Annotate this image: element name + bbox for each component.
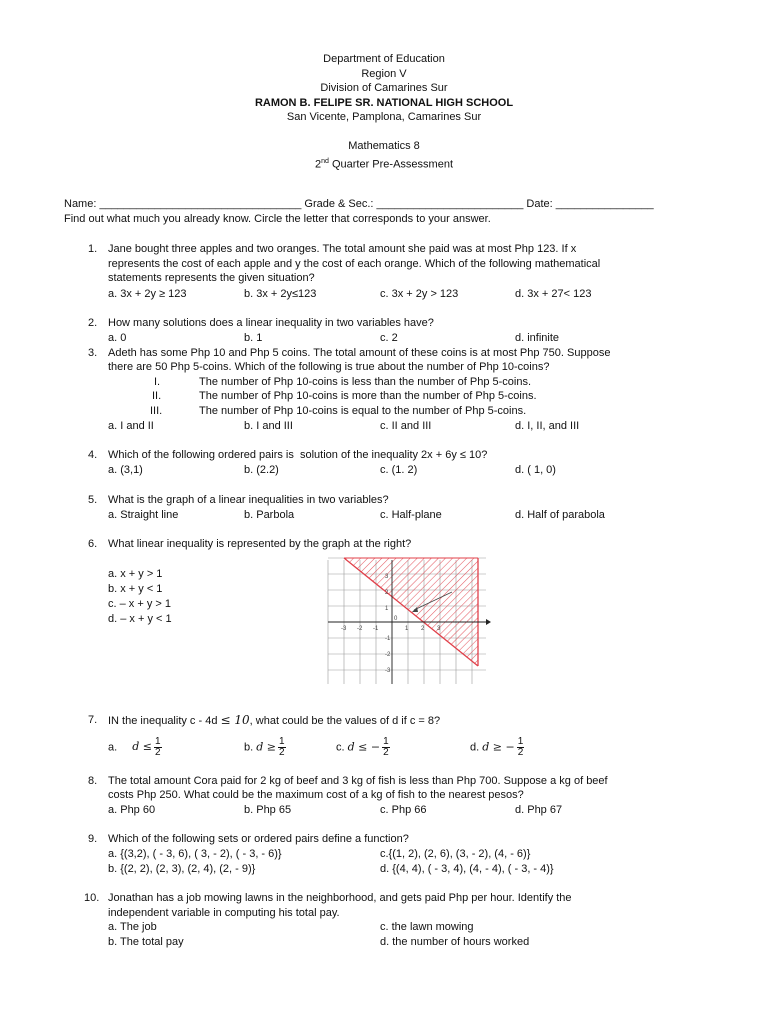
q8-option-a[interactable]: a. Php 60 (108, 804, 156, 816)
x-tick-label: 1 (405, 626, 409, 632)
quarter-number: 2 (314, 158, 322, 171)
q7-text-pre: IN the inequality c - 4d (108, 715, 221, 727)
quarter-title: Quarter Pre-Assessment (328, 158, 453, 171)
question-8-line-2: costs Php 250. What could be the maximum cost of a kg of fish to the nearest pesos? (108, 789, 524, 801)
q3-roman-1: I. (154, 376, 161, 388)
q7-a-expr: d ≤ (132, 740, 153, 754)
q4-option-c[interactable]: c. (1. 2) (380, 464, 418, 476)
question-6-number: 6. (88, 538, 98, 550)
q7-option-d[interactable] (470, 737, 524, 758)
x-tick-label: 2 (421, 626, 425, 632)
q2-option-d[interactable]: d. infinite (515, 332, 560, 344)
q1-option-b[interactable]: b. 3x + 2y≤123 (244, 288, 317, 300)
frac-numerator: 1 (279, 736, 285, 747)
q8-option-c[interactable]: c. Php 66 (380, 804, 427, 816)
q8-option-b[interactable]: b. Php 65 (244, 804, 292, 816)
question-10-number: 10. (84, 892, 100, 904)
q5-option-b[interactable]: b. Parbola (244, 509, 295, 521)
q3-option-c[interactable]: c. II and III (380, 420, 432, 432)
question-1-line-3: statements represents the given situation? (108, 272, 315, 284)
q1-option-d[interactable]: d. 3x + 27< 123 (515, 288, 592, 300)
q10-option-c[interactable]: c. the lawn mowing (380, 921, 474, 933)
q4-option-d[interactable]: d. ( 1, 0) (515, 464, 556, 476)
q7-b-expr: d ≥ (256, 740, 277, 754)
question-7-text (108, 713, 440, 729)
q7-c-expr: d ≤ − (347, 740, 381, 754)
q7-d-expr: d ≥ − (482, 740, 515, 754)
question-2-number: 2. (88, 317, 98, 329)
q6-option-a[interactable]: a. x + y > 1 (108, 568, 163, 580)
q7-option-b[interactable] (244, 737, 286, 758)
x-tick-label: 3 (437, 626, 441, 632)
y-tick-label: 1 (385, 606, 389, 612)
q1-option-c[interactable]: c. 3x + 2y > 123 (380, 288, 459, 300)
x-tick-label: -1 (373, 626, 379, 632)
q4-option-a[interactable]: a. (3,1) (108, 464, 143, 476)
q4-option-b[interactable]: b. (2.2) (244, 464, 279, 476)
question-2-text: How many solutions does a linear inequality in two variables have? (108, 317, 434, 329)
q9-option-a[interactable]: a. {(3,2), ( - 3, 6), ( 3, - 2), ( - 3, - 6)} (108, 848, 282, 860)
header-subject: Mathematics 8 (348, 140, 420, 152)
q3-statement-1: The number of Php 10-coins is less than the number of Php 5-coins. (199, 376, 532, 388)
question-1-line-2: represents the cost of each apple and y the cost of each orange. Which of the following mathematical (108, 258, 601, 270)
y-tick-label: 3 (385, 574, 389, 580)
q7-a-fraction (154, 737, 162, 758)
q3-option-b[interactable]: b. I and III (244, 420, 293, 432)
header-school: RAMON B. FELIPE SR. NATIONAL HIGH SCHOOL (254, 97, 514, 109)
question-6-text: What linear inequality is represented by the graph at the right? (108, 538, 412, 550)
frac-denominator: 2 (279, 747, 285, 758)
frac-denominator: 2 (383, 747, 389, 758)
y-tick-label: -1 (385, 636, 391, 642)
q3-statement-3: The number of Php 10-coins is equal to the number of Php 5-coins. (199, 405, 527, 417)
frac-numerator: 1 (517, 736, 524, 747)
frac-denominator: 2 (517, 747, 524, 758)
question-7-number: 7. (88, 714, 98, 726)
q7-inequality: ≤ 10 (220, 713, 250, 727)
q9-option-b[interactable]: b. {(2, 2), (2, 3), (2, 4), (2, - 9)} (108, 863, 256, 875)
question-10-line-1: Jonathan has a job mowing lawns in the neighborhood, and gets paid Php per hour. Identify the (108, 892, 572, 904)
x-tick-labels (341, 626, 441, 632)
q8-option-d[interactable]: d. Php 67 (515, 804, 563, 816)
question-4-text: Which of the following ordered pairs is solution of the inequality 2x + 6y ≤ 10? (108, 449, 488, 461)
question-1-line-1: Jane bought three apples and two oranges. The total amount she paid was at most Php 123. If x (108, 243, 577, 255)
q7-a-label: a. (108, 741, 118, 754)
header-address: San Vicente, Pamplona, Camarines Sur (286, 111, 482, 123)
question-3-number: 3. (88, 347, 98, 359)
question-9-text: Which of the following sets or ordered pairs define a function? (108, 833, 409, 845)
q3-roman-2: II. (152, 390, 162, 402)
y-tick-label: -2 (385, 652, 391, 658)
header-quarter (0, 154, 768, 173)
q2-option-c[interactable]: c. 2 (380, 332, 398, 344)
quarter-superscript: nd (321, 158, 329, 165)
q7-option-a[interactable] (108, 737, 162, 758)
q7-option-c[interactable] (336, 737, 390, 758)
origin-label: 0 (394, 616, 398, 622)
q1-option-a[interactable]: a. 3x + 2y ≥ 123 (108, 288, 187, 300)
x-tick-label: -3 (341, 626, 347, 632)
q3-option-d[interactable]: d. I, II, and III (515, 420, 580, 432)
y-tick-label: -3 (385, 668, 391, 674)
frac-numerator: 1 (155, 736, 161, 747)
q10-option-b[interactable]: b. The total pay (108, 936, 184, 948)
frac-denominator: 2 (155, 747, 161, 758)
question-4-number: 4. (88, 449, 98, 461)
q7-c-fraction (382, 737, 390, 758)
header-division: Division of Camarines Sur (320, 82, 448, 94)
q5-option-a[interactable]: a. Straight line (108, 509, 179, 521)
question-9-number: 9. (88, 833, 98, 845)
q10-option-a[interactable]: a. The job (108, 921, 157, 933)
q7-b-label: b. (244, 741, 254, 754)
q6-option-b[interactable]: b. x + y < 1 (108, 583, 163, 595)
question-5-text: What is the graph of a linear inequalities in two variables? (108, 494, 389, 506)
q6-option-d[interactable]: d. – x + y < 1 (108, 613, 172, 625)
q9-option-d[interactable]: d. {(4, 4), ( - 3, 4), (4, - 4), ( - 3, - 4)} (380, 863, 554, 875)
question-1-number: 1. (88, 243, 98, 255)
q7-d-fraction (517, 737, 525, 758)
name-grade-date-line: Name: _________________________________ Grade & Sec.: ________________________ Date: ________________ (64, 198, 654, 210)
q2-option-a[interactable]: a. 0 (108, 332, 127, 344)
q3-statement-2: The number of Php 10-coins is more than the number of Php 5-coins. (199, 390, 537, 402)
question-5-number: 5. (88, 494, 98, 506)
q9-option-c[interactable]: c.{(1, 2), (2, 6), (3, - 2), (4, - 6)} (380, 848, 531, 860)
x-axis-arrow (486, 619, 491, 625)
x-tick-label: -2 (357, 626, 363, 632)
question-3-line-2: there are 50 Php 5-coins. Which of the following is true about the number of Php 10-coins? (108, 361, 550, 373)
header-region: Region V (361, 68, 407, 80)
q7-d-label: d. (470, 741, 480, 754)
q5-option-d[interactable]: d. Half of parabola (515, 509, 605, 521)
q6-option-c[interactable]: c. – x + y > 1 (108, 598, 171, 610)
y-tick-label: 2 (385, 590, 389, 596)
frac-numerator: 1 (383, 736, 389, 747)
question-8-line-1: The total amount Cora paid for 2 kg of beef and 3 kg of fish is less than Php 700. Suppose a kg of beef (108, 775, 608, 787)
header-department: Department of Education (323, 53, 445, 65)
q10-option-d[interactable]: d. the number of hours worked (380, 936, 530, 948)
q7-text-post: , what could be the values of d if c = 8? (249, 715, 441, 727)
q3-roman-3: III. (150, 405, 163, 417)
question-8-number: 8. (88, 775, 98, 787)
q2-option-b[interactable]: b. 1 (244, 332, 263, 344)
instructions: Find out what much you already know. Circle the letter that corresponds to your answer. (64, 213, 491, 225)
question-3-line-1: Adeth has some Php 10 and Php 5 coins. The total amount of these coins is at most Php 750. Suppose (108, 347, 611, 359)
q3-option-a[interactable]: a. I and II (108, 420, 154, 432)
q7-b-fraction (278, 737, 286, 758)
q5-option-c[interactable]: c. Half-plane (380, 509, 442, 521)
inequality-graph (320, 556, 506, 688)
q7-c-label: c. (336, 741, 345, 754)
question-10-line-2: independent variable in computing his total pay. (108, 907, 340, 919)
